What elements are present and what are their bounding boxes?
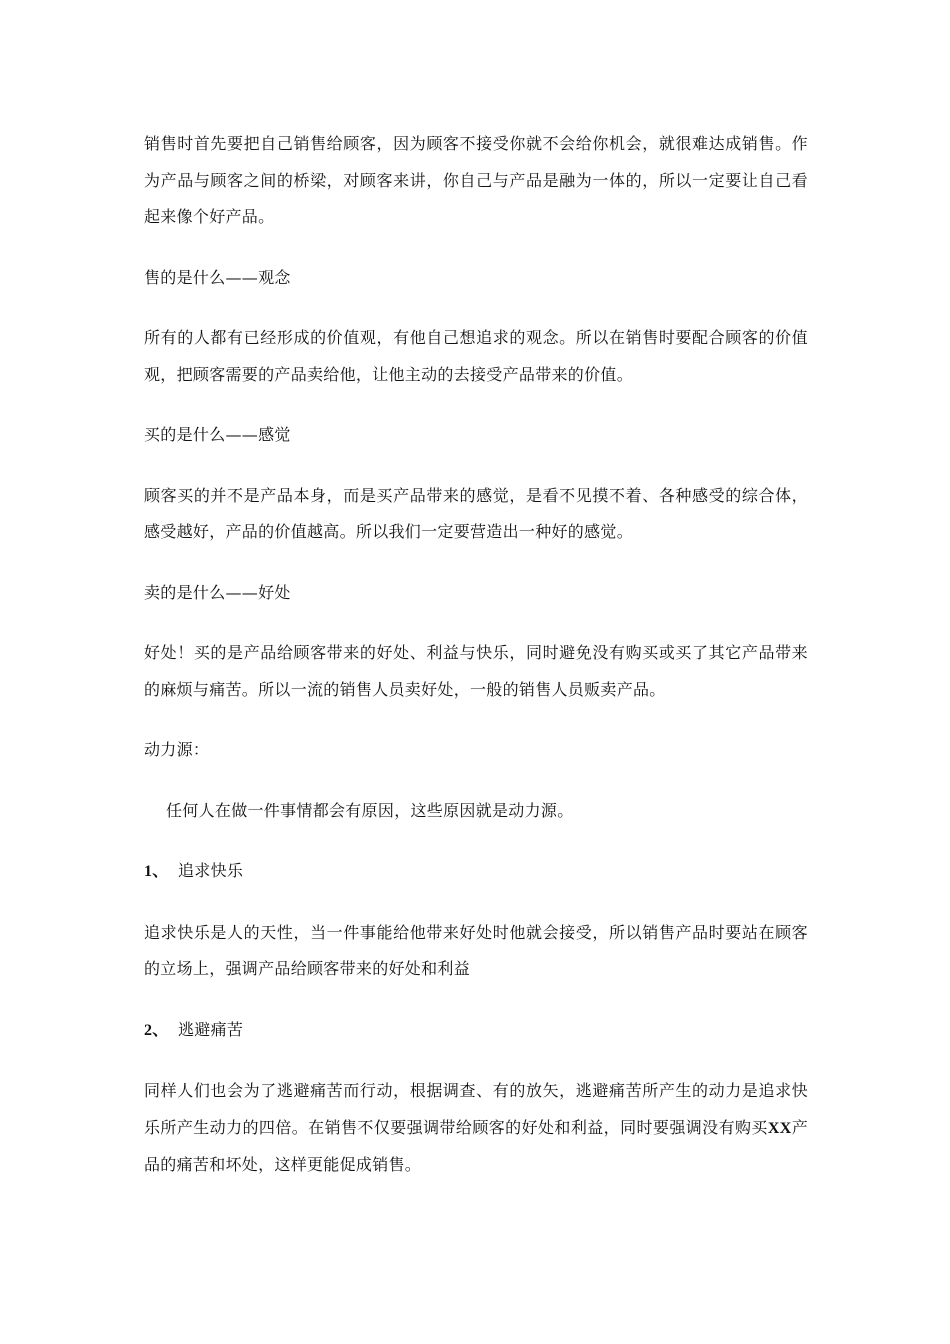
section-heading-motivation: 动力源：	[144, 740, 210, 759]
document-body	[144, 126, 808, 1208]
avoid-pain-paragraph	[144, 1073, 808, 1184]
section-heading-benefit: 卖的是什么——好处	[144, 582, 291, 602]
list-item-number: 1、	[144, 863, 169, 880]
product-placeholder: XX	[767, 1119, 792, 1137]
intro-paragraph: 销售时首先要把自己销售给顾客，因为顾客不接受你就不会给你机会，就很难达成销售。作为产品与顾客之间的桥梁，对顾客来讲，你自己与产品是融为一体的，所以一定要让自己看起来像个好产品。	[144, 134, 808, 226]
avoid-pain-tail: 产品的痛苦和坏处，这样更能促成销售。	[144, 1117, 808, 1174]
motivation-paragraph: 任何人在做一件事情都会有原因，这些原因就是动力源。	[166, 800, 574, 820]
list-item-title: 逃避痛苦	[178, 1019, 244, 1039]
list-item-pursue-happiness	[144, 853, 808, 891]
list-item-title: 追求快乐	[178, 861, 244, 880]
list-item-avoid-pain	[144, 1012, 808, 1050]
avoid-pain-text: 同样人们也会为了逃避痛苦而行动，根据调查、有的放矢，逃避痛苦所产生的动力是追求快乐所产生动力的四倍。在销售不仅要强调带给顾客的好处和利益，同时要强调没有购买	[144, 1081, 808, 1137]
section-heading-feeling: 买的是什么——感觉	[144, 425, 291, 444]
benefit-paragraph: 好处！买的是产品给顾客带来的好处、利益与快乐，同时避免没有购买或买了其它产品带来的麻烦与痛苦。所以一流的销售人员卖好处，一般的销售人员贩卖产品。	[144, 643, 808, 699]
pursue-happiness-paragraph: 追求快乐是人的天性，当一件事能给他带来好处时他就会接受，所以销售产品时要站在顾客的立场上，强调产品给顾客带来的好处和利益	[144, 922, 808, 978]
list-item-number: 2、	[144, 1021, 169, 1039]
concept-paragraph: 所有的人都有已经形成的价值观，有他自己想追求的观念。所以在销售时要配合顾客的价值观，把顾客需要的产品卖给他，让他主动的去接受产品带来的价值。	[144, 328, 808, 384]
feeling-paragraph: 顾客买的并不是产品本身，而是买产品带来的感觉，是看不见摸不着、各种感受的综合体，感受越好，产品的价值越高。所以我们一定要营造出一种好的感觉。	[144, 485, 808, 541]
section-heading-concept: 售的是什么——观念	[144, 267, 291, 287]
